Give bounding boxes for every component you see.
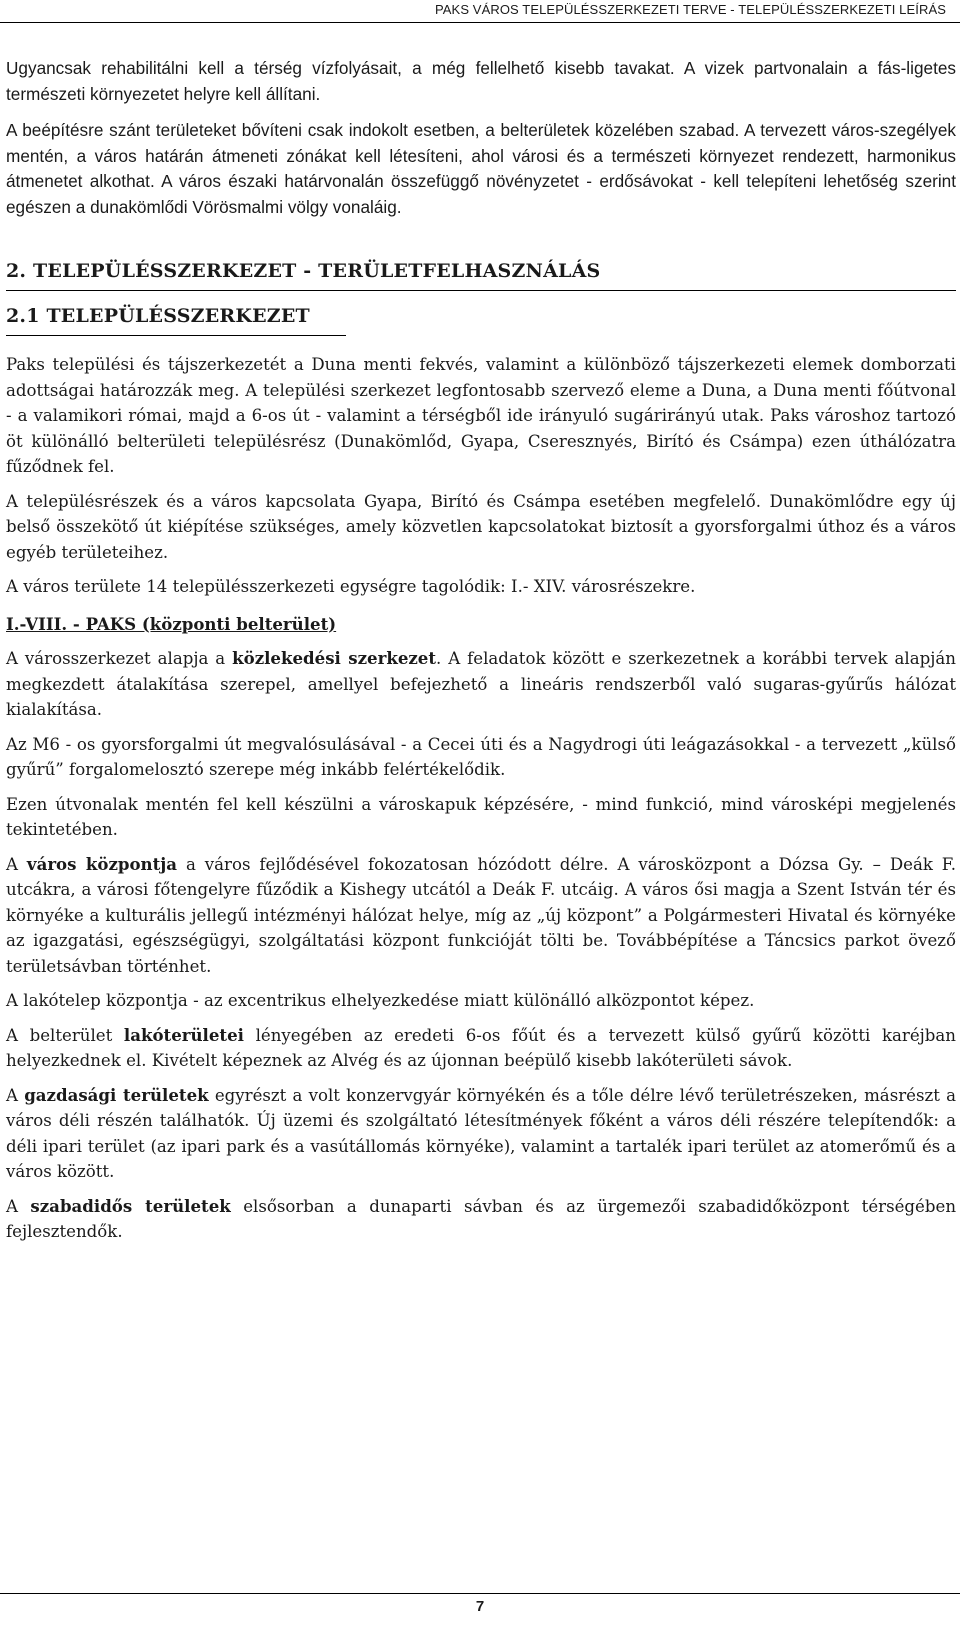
text-run: A <box>6 1196 31 1216</box>
text-run: lényegében az eredeti 6-os főút és a tervezett külső gyűrű közötti karéjban helyezkednek el. Kivételt képeznek az Alvég és az újonnan beépülő kisebb lakóterületi sávok. <box>6 1025 956 1070</box>
page-number: 7 <box>475 1598 485 1615</box>
subsection-heading: 2.1 TELEPÜLÉSSZERKEZET <box>6 303 346 336</box>
text-run: . A feladatok között e szerkezetnek a korábbi tervek alapján megkezdett átalakítása szerepel, amellyel befejezhető a lineáris rendszerből való sugaras-gyűrűs hálózat kialakítása. <box>6 649 956 719</box>
text-run: A <box>6 854 27 874</box>
bold-term: szabadidős területek <box>30 1195 231 1216</box>
text-run: A <box>6 1085 25 1105</box>
paks-paragraph-3: Ezen útvonalak mentén fel kell készülni a városkapuk képzésére, - mind funkció, mind városképi megjelenés tekintetében. <box>6 794 956 839</box>
page-footer <box>0 1593 960 1620</box>
bold-term: közlekedési szerkezet <box>232 648 437 668</box>
structure-paragraph-3: A város területe 14 településszerkezeti egységre tagolódik: I.- XIV. városrészekre. <box>6 577 696 596</box>
bold-term: város központja <box>26 853 178 874</box>
paks-paragraph-1 <box>6 646 956 723</box>
bold-term: lakóterületei <box>123 1024 244 1045</box>
text-run: a város fejlődésével fokozatosan hózódott délre. A városközpont a Dózsa Gy. – Deák F. utcákra, a városi főtengelyre fűződik a Kishegy utcától a Deák F. utcáig. A város ősi magja a Szent István tér és környéke a kulturális jellegű intézményi hálózat helye, míg az „új központ” a Polgármesteri Hivatal és környéke az igazgatási, egészségügyi, szolgáltatási központ funkcióját tölti be. Továbbépítése a Táncsics parkot övező területsávban történhet. <box>6 854 957 976</box>
text-run: A városszerkezet alapja a <box>6 649 233 668</box>
text-run: A belterület <box>6 1025 124 1045</box>
section-heading: 2. TELEPÜLÉSSZERKEZET - TERÜLETFELHASZNÁLÁS <box>6 258 956 291</box>
page-header <box>0 0 960 23</box>
paks-subtitle: I.-VIII. - PAKS (központi belterület) <box>6 613 337 634</box>
bold-term: gazdasági területek <box>24 1084 209 1105</box>
paks-paragraph-7 <box>6 1083 956 1185</box>
document-body <box>6 56 956 1245</box>
paks-paragraph-4 <box>6 852 956 980</box>
paks-paragraph-2: Az M6 - os gyorsforgalmi út megvalósulásával - a Cecei úti és a Nagydrogi úti leágazásokkal - a tervezett „külső gyűrű” forgalomelosztó szerepe még inkább felértékelődik. <box>6 734 956 779</box>
structure-paragraph-2: A településrészek és a város kapcsolata Gyapa, Birító és Csámpa esetében megfelelő. Dunakömlődre egy új belső összekötő út kiépítése szükséges, amely közvetlen kapcsolatokat biztosít a gyorsforgalmi úthoz és a város egyéb területeihez. <box>6 491 956 562</box>
structure-paragraph-1: Paks települési és tájszerkezetét a Duna menti fekvés, valamint a különböző tájszerkezeti elemek domborzati adottságai határozzák meg. A települési szerkezet legfontosabb szervező eleme a Duna, a Duna menti főútvonal - a valamikori római, majd a 6-os út - valamint a térségből ide irányuló sugárirányú utak. Paks városhoz tartozó öt különálló belterületi településrész (Dunakömlőd, Gyapa, Cseresznyés, Birító és Csámpa) ezen úthálózatra fűződnek fel. <box>6 355 956 476</box>
intro-paragraph-1: Ugyancsak rehabilitálni kell a térség vízfolyásait, a még fellelhető kisebb tavakat. A vizek partvonalain a fás-ligetes természeti környezetet helyre kell állítani. <box>6 58 956 104</box>
text-run: egyrészt a volt konzervgyár környékén és a tőle délre lévő területrészeken, másrészt a város déli részén találhatók. Új üzemi és szolgáltató létesítmények főként a város déli részére telepítendők: a déli ipari terület (az ipari park és a vasútállomás környéke), valamint a tartalék ipari terület az atomerőmű és a város között. <box>6 1085 956 1181</box>
paks-paragraph-8 <box>6 1194 956 1245</box>
header-title: PAKS VÁROS TELEPÜLÉSSZERKEZETI TERVE - TELEPÜLÉSSZERKEZETI LEÍRÁS <box>434 2 946 17</box>
text-run: elsősorban a dunaparti sávban és az ürgemezői szabadidőközpont térségében fejlesztendők. <box>6 1196 957 1241</box>
paks-paragraph-5: A lakótelep központja - az excentrikus elhelyezkedése miatt különálló alközpontot képez. <box>6 991 755 1010</box>
paks-paragraph-6 <box>6 1023 956 1074</box>
intro-paragraph-2: A beépítésre szánt területeket bővíteni csak indokolt esetben, a belterületek közelében szabad. A tervezett város-szegélyek mentén, a város határán átmeneti zónákat kell létesíteni, ahol városi és a természeti környezet rendezett, harmonikus átmenetet alkothat. A város északi határvonalán összefüggő növényzetet - erdősávokat - kell telepíteni lehetőség szerint egészen a dunakömlődi Vörösmalmi völgy vonaláig. <box>6 120 956 217</box>
